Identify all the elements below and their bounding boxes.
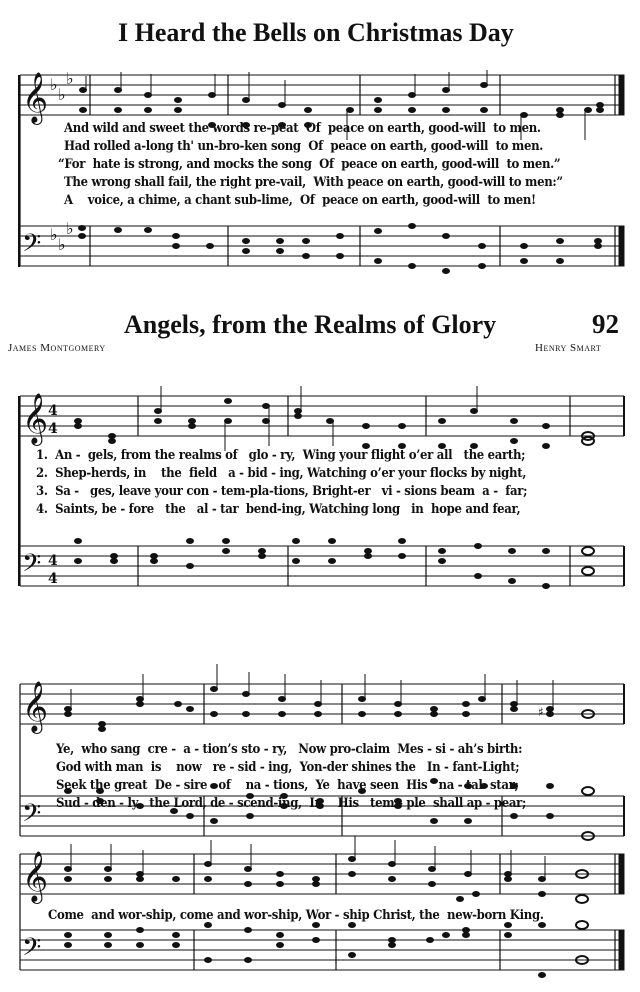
lyric-line: “For hate is strong, and mocks the song Of peace on earth, good-will to men.” bbox=[58, 156, 561, 171]
verse-lyrics-system-1 bbox=[36, 446, 564, 518]
refrain-lyrics bbox=[48, 906, 581, 924]
prev-hymn-lyrics bbox=[58, 119, 600, 209]
verse-4-line: 4. Saints, be - fore the al - tar bend-ing, Watching long in hope and fear, bbox=[36, 501, 521, 516]
verse-3-line: 3. Sa - ges, leave your con - tem-pla-tions, Bright-er vi - sions beam a - far; bbox=[36, 483, 528, 498]
verse-1-line: 1. An - gels, from the realms of glo - ry, Wing your flight o’er all the earth; bbox=[36, 447, 526, 462]
verse-2-line: God with man is now re - sid - ing, Yon-der shines the In - fant-Light; bbox=[56, 759, 520, 774]
verse-4-line: Sud - den - ly the Lord, de - scend-ing, In His tem - ple shall ap - pear; bbox=[56, 795, 526, 810]
system-brace bbox=[18, 75, 20, 267]
svg-text:𝄞: 𝄞 bbox=[22, 72, 49, 123]
hymn-title: Angels, from the Realms of Glory bbox=[124, 310, 497, 339]
svg-text:𝄞: 𝄞 bbox=[22, 393, 49, 444]
svg-text:𝄢: 𝄢 bbox=[22, 799, 42, 834]
verse-3-line: Seek the great De - sire of na - tions, Ye have seen His na - tal star; bbox=[56, 777, 519, 792]
svg-text:♯: ♯ bbox=[538, 705, 544, 719]
music-composer: Henry Smart bbox=[535, 342, 602, 354]
words-author: James Montgomery bbox=[8, 342, 106, 354]
verse-1-line: Ye, who sang cre - a - tion’s sto - ry, Now pro-claim Mes - si - ah’s birth: bbox=[56, 741, 523, 756]
lyric-line: Had rolled a-long th' un-bro-ken song Of peace on earth, good-will to men. bbox=[64, 138, 544, 153]
svg-text:4: 4 bbox=[48, 553, 58, 569]
svg-text:♭: ♭ bbox=[50, 225, 58, 244]
svg-text:𝄞: 𝄞 bbox=[22, 851, 49, 902]
verse-lyrics-system-2 bbox=[56, 740, 561, 812]
svg-text:4: 4 bbox=[48, 421, 58, 437]
svg-text:4: 4 bbox=[48, 403, 58, 419]
svg-text:𝄞: 𝄞 bbox=[22, 681, 49, 732]
svg-text:𝄢: 𝄢 bbox=[22, 549, 42, 584]
system-brace bbox=[18, 396, 20, 586]
svg-text:♭: ♭ bbox=[66, 219, 74, 238]
svg-text:♭: ♭ bbox=[50, 75, 58, 94]
svg-text:♭: ♭ bbox=[66, 69, 74, 88]
lyric-line: The wrong shall fail, the right pre-vail, With peace on earth, good-will to men:” bbox=[64, 174, 563, 189]
svg-text:♭: ♭ bbox=[58, 85, 66, 104]
hymn-number: 92 bbox=[592, 309, 619, 339]
prev-hymn-title: I Heard the Bells on Christmas Day bbox=[118, 18, 514, 47]
svg-text:♭: ♭ bbox=[58, 235, 66, 254]
lyric-line: And wild and sweet the words re-peat Of peace on earth, good-will to men. bbox=[64, 120, 541, 135]
refrain-line: Come and wor-ship, come and wor-ship, Wor - ship Christ, the new-born King. bbox=[48, 907, 544, 922]
svg-text:𝄢: 𝄢 bbox=[22, 933, 42, 968]
svg-text:𝄢: 𝄢 bbox=[22, 229, 42, 264]
verse-2-line: 2. Shep-herds, in the field a - bid - ing, Watching o’er your flocks by night, bbox=[36, 465, 527, 480]
lyric-line: A voice, a chime, a chant sub-lime, Of peace on earth, good-will to men! bbox=[64, 192, 536, 207]
svg-text:4: 4 bbox=[48, 571, 58, 587]
